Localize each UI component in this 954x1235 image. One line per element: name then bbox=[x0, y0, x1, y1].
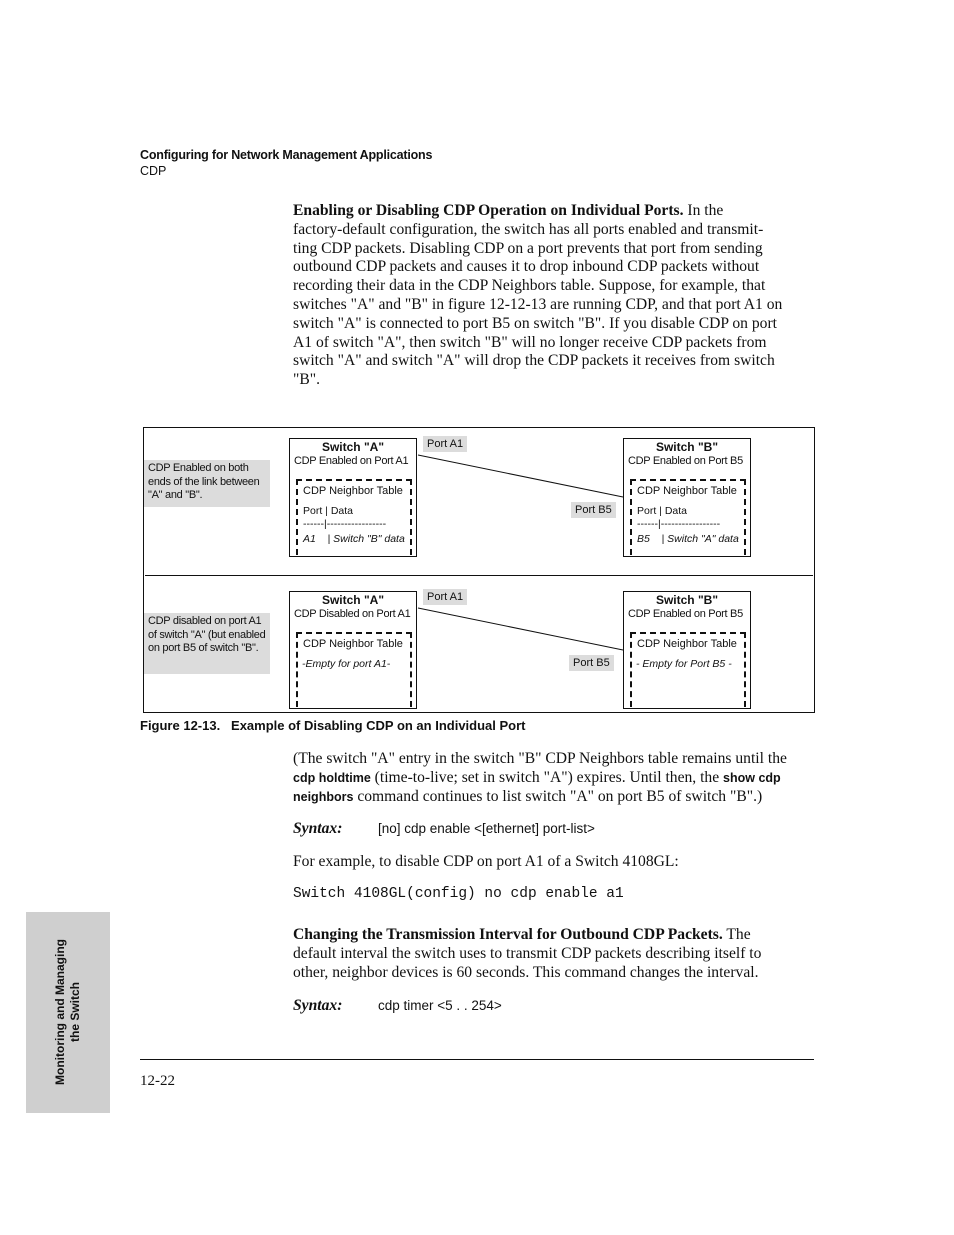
neighbor-table-row bbox=[303, 533, 405, 545]
port-b5-label-top: Port B5 bbox=[571, 502, 616, 518]
running-header-section: CDP bbox=[140, 164, 167, 178]
neighbor-table bbox=[630, 479, 746, 555]
example-code: Switch 4108GL(config) no cdp enable a1 bbox=[293, 886, 624, 902]
text-line: command continues to list switch "A" on port B5 of switch "B".) bbox=[353, 787, 763, 805]
text-line: other, neighbor devices is 60 seconds. This command changes the interval. bbox=[293, 963, 759, 981]
row-port: A1 bbox=[303, 533, 316, 545]
text-line: recording their data in the CDP Neighbors table. Suppose, for example, that bbox=[293, 277, 766, 295]
text-line: factory-default configuration, the switch has all ports enabled and transmit- bbox=[293, 220, 764, 238]
switch-b-box-top bbox=[623, 438, 751, 557]
syntax-label: Syntax: bbox=[293, 997, 343, 1014]
text-line: The bbox=[722, 926, 751, 943]
link-line-bottom bbox=[418, 608, 623, 650]
neighbor-table-separator: ------|----------------- bbox=[637, 518, 721, 530]
switch-status: CDP Disabled on Port A1 bbox=[294, 608, 411, 620]
side-tab-text bbox=[53, 939, 83, 1085]
text-line: A1 of switch "A", then switch "B" will no longer receive CDP packets from bbox=[293, 333, 767, 351]
text-line: default interval the switch uses to transmit CDP packets describing itself to bbox=[293, 944, 762, 962]
figure-caption: Figure 12-13. Example of Disabling CDP on an Individual Port bbox=[140, 718, 526, 733]
neighbor-table-title: CDP Neighbor Table bbox=[303, 638, 403, 650]
neighbor-table-title: CDP Neighbor Table bbox=[637, 485, 737, 497]
neighbor-table bbox=[630, 632, 746, 707]
row-data: | Switch "B" data bbox=[327, 533, 405, 545]
syntax-value: [no] cdp enable <[ethernet] port-list> bbox=[378, 821, 595, 836]
neighbor-table-title: CDP Neighbor Table bbox=[637, 638, 737, 650]
switch-status: CDP Enabled on Port B5 bbox=[628, 608, 743, 620]
switch-status: CDP Enabled on Port A1 bbox=[294, 455, 409, 467]
link-line-top bbox=[418, 455, 623, 497]
text-line: switch "A" and switch "A" will drop the CDP packets it receives from switch bbox=[293, 352, 775, 370]
paragraph-holdtime bbox=[293, 750, 815, 806]
text-line: ting CDP packets. Disabling CDP on a port prevents that port from sending bbox=[293, 239, 763, 257]
row-data: | Switch "A" data bbox=[661, 533, 739, 545]
text-line: outbound CDP packets and causes it to drop inbound CDP packets without bbox=[293, 258, 760, 276]
port-b5-label-bottom: Port B5 bbox=[569, 655, 614, 671]
example-text: For example, to disable CDP on port A1 of a Switch 4108GL: bbox=[293, 853, 679, 870]
neighbor-table-header: Port | Data bbox=[303, 505, 353, 517]
neighbor-table-empty: - Empty for Port B5 - bbox=[636, 658, 732, 670]
paragraph-timer bbox=[293, 926, 815, 982]
footer-rule bbox=[140, 1059, 814, 1060]
syntax-label: Syntax: bbox=[293, 820, 343, 837]
paragraph-lead: Enabling or Disabling CDP Operation on Individual Ports. bbox=[293, 202, 684, 219]
neighbor-table-header: Port | Data bbox=[637, 505, 687, 517]
neighbor-table bbox=[296, 479, 412, 555]
text-line: switches "A" and "B" in figure 12-12-13 are running CDP, and that port A1 on bbox=[293, 295, 783, 313]
text-line: (The switch "A" entry in the switch "B" CDP Neighbors table remains until the bbox=[293, 750, 787, 767]
side-tab-line: the Switch bbox=[68, 981, 82, 1043]
neighbor-table bbox=[296, 632, 412, 707]
neighbor-table-title: CDP Neighbor Table bbox=[303, 485, 403, 497]
text-line: (time-to-live; set in switch "A") expires. Until then, the bbox=[370, 768, 724, 786]
switch-name: Switch "B" bbox=[655, 593, 719, 607]
command-text: show cdp bbox=[723, 770, 781, 785]
switch-name: Switch "A" bbox=[321, 440, 385, 454]
syntax-value: cdp timer <5 . . 254> bbox=[378, 998, 502, 1013]
running-header-title: Configuring for Network Management Applications bbox=[140, 148, 433, 162]
neighbor-table-separator: ------|----------------- bbox=[303, 518, 387, 530]
row-port: B5 bbox=[637, 533, 650, 545]
note-disabled-a1: CDP disabled on port A1 of switch "A" (but enabled on port B5 of switch "B". bbox=[144, 613, 270, 674]
neighbor-table-empty: -Empty for port A1- bbox=[302, 658, 391, 670]
side-tab bbox=[26, 912, 110, 1113]
text-line: "B". bbox=[293, 371, 321, 389]
side-tab-line: Monitoring and Managing bbox=[53, 939, 67, 1085]
command-text: neighbors bbox=[293, 789, 354, 804]
page-number: 12-22 bbox=[140, 1073, 175, 1089]
switch-status: CDP Enabled on Port B5 bbox=[628, 455, 743, 467]
switch-b-box-bottom bbox=[623, 591, 751, 709]
text-line: In the bbox=[683, 202, 724, 219]
note-enabled-both: CDP Enabled on both ends of the link between "A" and "B". bbox=[144, 460, 270, 507]
neighbor-table-row bbox=[637, 533, 739, 545]
switch-a-box-top bbox=[289, 438, 417, 557]
text-line: switch "A" is connected to port B5 on switch "B". If you disable CDP on port bbox=[293, 314, 777, 332]
port-a1-label-bottom: Port A1 bbox=[423, 589, 467, 605]
paragraph-lead: Changing the Transmission Interval for Outbound CDP Packets. bbox=[293, 926, 723, 943]
switch-name: Switch "B" bbox=[655, 440, 719, 454]
switch-a-box-bottom bbox=[289, 591, 417, 709]
switch-name: Switch "A" bbox=[321, 593, 385, 607]
command-text: cdp holdtime bbox=[293, 770, 371, 785]
port-a1-label-top: Port A1 bbox=[423, 436, 467, 452]
